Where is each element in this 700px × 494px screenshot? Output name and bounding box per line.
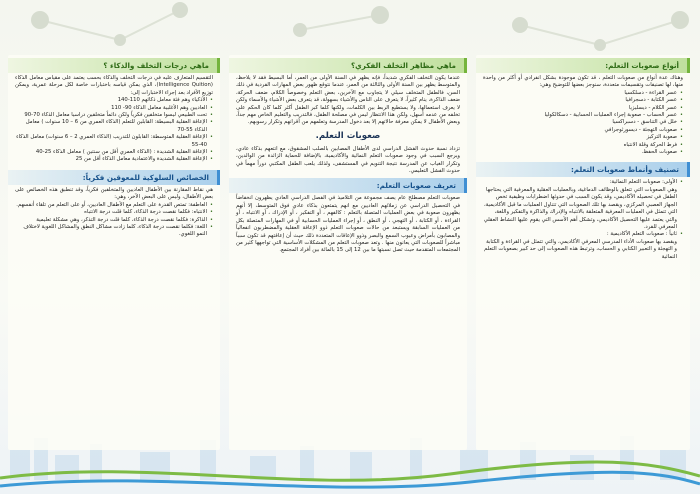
bullet-icon: • [210, 104, 213, 111]
blue-wave [0, 472, 700, 487]
definition-body: صعوبات التعلم مصطلح عام يصف مجموعة من التلاميذ في الفصل الدراسي العادي يظهرون انخفاضاً في التحصيل الدراسي عن زملائهم العاديين مع انهم يتمتعون بذكاء عادي فوق المتوسط، إلا أنهم يظهرون صعوبة في بعض العمليات المتصلة بالتعلم : كالفهم ، أو التفكير ، أو الإدراك ، أو الانتباه ، أو القراءة ، أو الكتابة ، أو التهجي ، أو النطق ، أو إجراء العمليات الحسابية أو في المهارات المتصلة بكل من العمليات السابقة ويستبعد من حالات صعوبات التعلم ذوو الإعاقة العقلية والمضطربون انفعالياً والمصابون بأمراض وعيوب السمع والبصر وذوو الإعاقات المتعددة ذلك حيث أن إعاقتهم قد تكون سبباً مباشراً للصعوبات التي يعانون منها . وتعد صعوبات التعلم من المشكلات الأساسية التي تواجهها كثير من المجتمعات المتقدمة حيث تصل نسبتها ما بين 12 إلى 15 بالمائة بين أفراد المجتمع. [236, 195, 460, 254]
list-item: • الذاكرة: فكلما نقصت درجة الذكاء، كلما قلت درجة التذكر، وهي مشكلة تعليمية [36, 216, 213, 223]
bullet-icon: • [210, 209, 213, 216]
bullet-icon: • [210, 112, 213, 119]
section-heading-classification: تصنيف وأنماط صعوبات التعلم: [476, 162, 690, 177]
bullet-icon: • [210, 216, 213, 223]
learning-difficulties-title: صعوبات التعلم. [315, 130, 381, 141]
list-item: • الانتباه: فكلما نقصت درجة الذكاء، كلما قلت درجة الانتباه [84, 209, 213, 216]
molecule-node [512, 17, 528, 33]
middle-panel [229, 55, 467, 450]
bullet-icon: • [680, 119, 683, 126]
list-item: • خلل في التناسق - دسبراكسيا [612, 119, 683, 126]
bullet-icon: • [210, 223, 213, 230]
list-item: • صعوبة التركيز [646, 134, 683, 141]
list-item: • الأولى: صعوبات التعلم النمائية: [609, 179, 683, 186]
list-item: • عسر الحساب - صعوبة إجراء العمليات الحسابية - دسكالكوليا [544, 112, 683, 119]
bullet-icon: • [210, 156, 213, 163]
list-item: • اللغة: فكلما نقصت درجة الذكاء، كلما زادت مشاكل النطق والمشاكل اللغوية لاختلاف النمو اللغوي. [23, 223, 213, 238]
list-item: • تحت الطبيعي ليسوا متخلفين فكرياً ولكن دائماً متخلفين دراسيا معامل الذكاء 70-90 [24, 112, 213, 119]
molecule-node [671, 11, 689, 29]
right-panel [476, 55, 690, 450]
list-item: • فرط الحركة وقلة الانتباه [623, 141, 683, 148]
bullet-icon: • [680, 126, 683, 133]
molecule-node [172, 2, 188, 18]
bullet-icon: • [680, 149, 683, 156]
bullet-icon: • [680, 97, 683, 104]
section-heading-behavioral-traits: الخصائص السلوكية للمعوقين فكرياً: [8, 170, 220, 185]
bullet-icon: • [210, 201, 213, 208]
bullet-icon: • [210, 134, 213, 141]
list-item: • العاطفة: تمتص القدرة على التعلم مع الأطفال العاديين، أو على التعلم من تلقاء أنفسهم. [16, 201, 213, 208]
molecule-pattern [40, 10, 680, 45]
list-item: • الإعاقة العقلية المتوسطة: القابلون للتدريب (الذكاء العمري 2 – 6 سنوات) معامل الذكاء 40-55 [16, 134, 213, 148]
molecule-node [371, 6, 389, 24]
list-item: • عسر القراءة - دسلكسيا [624, 89, 683, 96]
section-heading-symptoms: ماهي مظاهر التخلف الفكري؟ [229, 58, 467, 73]
section-heading-intelligence-levels: ماهي درجات التخلف والذكاء ؟ [8, 58, 220, 73]
list-item: • الأذكياء وهم فئة معامل ذكائهم 110-140 [117, 97, 213, 104]
list-item: • صعوبات الحفظ. [641, 149, 683, 156]
molecule-node [114, 34, 126, 46]
behavioral-traits-list [8, 202, 220, 239]
list-item: • الإعاقة العقلية الشديدة والاعتمادية معامل الذكاء أقل من 25 [75, 156, 213, 163]
behavioral-intro: هي نقاط المقارنة بين الأطفال العاديين والمتخلفين فكرياً، وقد تنطبق هذه الخصائص على بعض الأطفال، وليس على البعض الآخر، وهي: [15, 186, 213, 201]
list-item: • صعوبات التهجئة - ديسورثوجرافي [604, 126, 683, 133]
intelligence-levels-list [8, 97, 220, 164]
bullet-icon: • [680, 104, 683, 111]
left-panel [8, 55, 220, 450]
learning-difficulties-intro: تزداد نسبة حدوث الفشل الدراسي لدى الأطفال المصابين بالصلب المشقوق، مع انتعهم بذكاء عادي، ويرجع السبب في وجود صعوبات التعلم النمائية والأكاديمية، بالإضافة للحماية الزائدة من الوالدين، وتكرار الغياب عن المدرسة نتيجة التنويم في المستشفى، ولذلك يلعب الطفل المكتبي دوراً مهماً في حدوث الفشل التعليمي. [236, 145, 460, 175]
bullet-icon: • [210, 149, 213, 156]
green-wave [0, 462, 700, 480]
list-item: • الإعاقة العقلية البسيطة: القابلين للتعلم (الذكاء العمري من 6 – 10 سنوات ) معامل الذكاء 55-70 [25, 119, 213, 133]
bullet-icon: • [680, 112, 683, 119]
bullet-icon: • [680, 89, 683, 96]
bullet-icon: • [680, 231, 683, 238]
molecule-node [293, 23, 307, 37]
list-item: • العاديين وهم الأغلبية معامل الذكاء 90- 110 [111, 104, 213, 111]
list-item: ويقصد بها صعوبات الأداء المدرسي المعرفي الأكاديمي، والتي تتمثل في القراءة و الكتابة و التهجئة و التعبير الكتابي و الحساب، وترتبط هذه الصعوبات إلى حد كبير بصعوبات التعلم النمائية [484, 238, 677, 260]
list-item: • عسر الكتابة - دسجرافيا [625, 97, 683, 104]
bullet-icon: • [680, 134, 683, 141]
classification-list [476, 179, 690, 260]
intelligence-intro: التقسيم المتعارف عليه في درجات التخلف والذكاء بحسب يعتمد على مقياس معامل الذكاء (Intelligence Quition)، الذي يمكن قياسه باختبارات خاصة لكل مرحلة عمرية، ويمكن توزيع الأفراد بعد إجراء الاختبارات إلى: [15, 75, 213, 96]
list-item: • ثانياً : صعوبات التعلم الأكاديمية : [606, 231, 683, 238]
section-heading-types: أنواع صعوبات التعلم: [476, 58, 690, 73]
molecule-node [594, 39, 606, 51]
list-item: • الإعاقة العقلية الشديدة : (الذكاء العمري أقل من سنتين ) معامل الذكاء 25-40 [35, 149, 213, 156]
bullet-icon: • [210, 97, 213, 104]
bullet-icon: • [210, 119, 213, 126]
symptoms-body: عندما يكون التخلف الفكري شديداً، فإنه يظهر في السنة الأولى من العمر، أما البسيط فقد لا يلاحظ، والمتوسط يظهر بين السنة الأولى والثالثة من العمر، عندما نتوقع ظهور بعض المهارات الفردية في ذلك السن، فالطفل المتخلف سيلي لا يتجاوب مع الآخرين، بعض التعلم وخصوصاً الكلام، ضعف الحركة، ضعف الذاكرة، ينام كثيراً، لا يتعرف على الناس والأشياء بسهولة، قد يتعرف بعض الأشياء والأسماء ولكن لا يعرف استعمالها، ولا يستطيع الربط بين الكلمات، ولكنها كلما كبر الطفل أكثر كلما كان الحكم على تخلفه من عدمه أسهل، ولكن هذا الانتظار ليس في مصلحة الطفل، فالتدريب والتعليم الخاص مهم جداً، وبعض الأطفال لا يمكن معرفة حالاتهم إلا بعد دخول المدرسة وتعلمهم من أقرانهم وتكرار رسوبهم. [236, 75, 460, 126]
list-item: • عسر الكلام - ديسليزيا [628, 104, 683, 111]
types-intro: وهناك عدة أنواع من صعوبات التعلم ، قد تكون موجودة بشكل انفرادي أو أكثر من واحدة منها، لها تصنيفات وتقسيمات متعددة، سنوجز بعضها للتوضيح وهي: [483, 75, 683, 89]
bullet-icon: • [680, 141, 683, 148]
molecule-node [31, 11, 49, 29]
types-list [476, 90, 690, 157]
bullet-icon: • [680, 179, 683, 186]
list-item: وهي الصعوبات التي تتعلق بالوظائف الدماغية، وبالعمليات العقلية والمعرفية التي يحتاجها الطفل في تحصيله الأكاديمي، وقد يكون السبب في حدوثها اضطرابات وظيفية تخص الجهاز العصبي المركزي، ويقصد بها تلك الصعوبات التي تتناول العمليات ما قبل الأكاديمية، التي تتمثل في العمليات المعرفية المتعلقة بالانتباه والإدراك والذاكرة والتفكير واللغة، والتي يعتمد عليها التحصيل الأكاديمي، وتشكل أهم الأسس التي يقوم عليها النشاط العقلي المعرفي للفرد. [483, 186, 677, 230]
section-heading-definition: تعريف صعوبات التعلم: [229, 178, 467, 193]
